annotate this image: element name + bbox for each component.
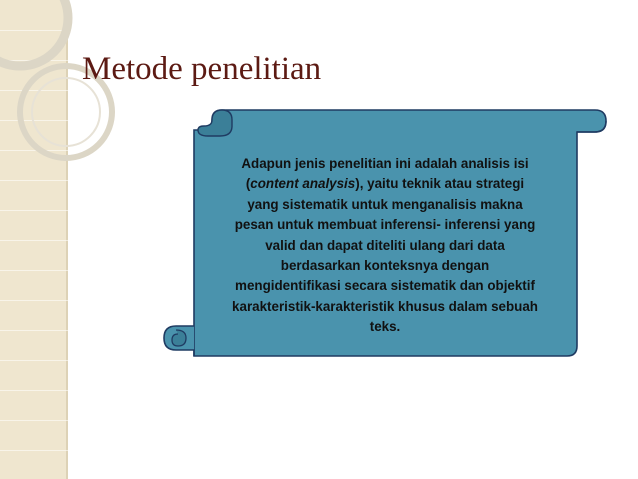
body-line-3: yang sistematik untuk menganalisis makna xyxy=(247,196,523,212)
body-line-9: teks. xyxy=(369,319,401,335)
body-line-6: berdasarkan konteksnya dengan xyxy=(280,258,490,274)
scroll-body-text xyxy=(195,154,575,338)
body-line-2-open: ( xyxy=(245,176,251,192)
body-line-8: karakteristik-karakteristik khusus dalam sebuah xyxy=(232,298,538,314)
body-line-4: pesan untuk membuat inferensi- inferensi yang xyxy=(234,217,536,233)
scroll-top-curl xyxy=(198,110,232,136)
body-line-5: valid dan dapat diteliti ulang dari data xyxy=(265,237,505,253)
body-line-2-italic: content analysis xyxy=(250,176,356,192)
body-line-2-rest: ), yaitu teknik atau strategi xyxy=(355,176,525,192)
body-line-7: mengidentifikasi secara sistematik dan objektif xyxy=(235,278,535,294)
body-line-1: Adapun jenis penelitian ini adalah analisis isi xyxy=(241,156,529,171)
slide-title: Metode penelitian xyxy=(82,51,322,87)
